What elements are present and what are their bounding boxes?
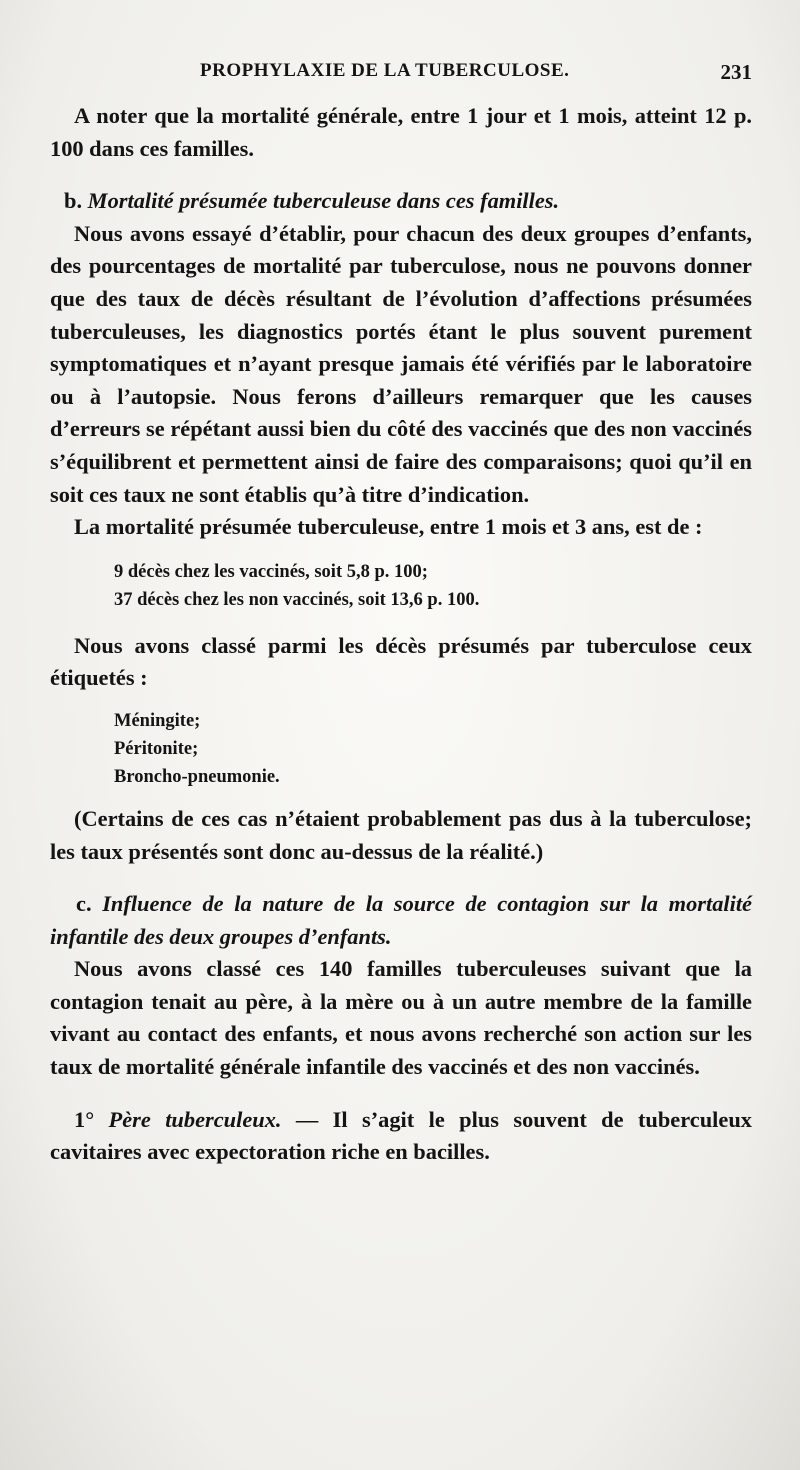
page-header: [200, 60, 760, 90]
paragraph-father-text: — Il s’agit le plus souvent de tuberculeux cavitaires avec expectoration riche en bacilles.: [50, 1106, 752, 1165]
causes-list: [114, 707, 752, 791]
page-body: [50, 100, 752, 1169]
subheading-1-label: 1°: [74, 1106, 95, 1132]
paragraph-contagion-source: Nous avons classé ces 140 familles tuberculeuses suivant que la contagion tenait au père, à la mère ou à un autre membre de la famille vivant au contact des enfants, et nous avons recherché son action sur les taux de mortalité générale infantile des vaccinés et des non vaccinés.: [50, 956, 752, 1080]
subheading-b: [50, 185, 752, 218]
paragraph-general-mortality: A noter que la mortalité générale, entre 1 jour et 1 mois, atteint 12 p. 100 dans ces familles.: [50, 103, 752, 161]
subheading-1-title: Père tuberculeux.: [108, 1106, 282, 1132]
paragraph-presumed-mortality: La mortalité présumée tuberculeuse, entre 1 mois et 3 ans, est de :: [74, 514, 703, 540]
death-counts-list: [114, 558, 752, 614]
paragraph-father: [50, 1104, 752, 1169]
page-number: 231: [720, 60, 752, 84]
subheading-b-label: b.: [64, 188, 83, 214]
list-item: Péritonite;: [114, 738, 199, 759]
list-item: 37 décès chez les non vaccinés, soit 13,6 p. 100.: [114, 589, 480, 610]
paragraph-method: Nous avons essayé d’établir, pour chacun des deux groupes d’enfants, des pourcentages de mortalité par tuberculose, nous ne pouvons donner que des taux de décès résultant de l’évolution d’affections présumées tuberculeuses, les diagnostics portés étant le plus souvent purement symptomatiques et n’ayant presque jamais été vérifiés par le laboratoire ou à l’autopsie. Nous ferons d’ailleurs remarquer que les causes d’erreurs se répétant aussi bien du côté des vaccinés que des non vaccinés s’équilibrent et permettent ainsi de faire des comparaisons; quoi qu’il en soit ces taux ne sont établis qu’à titre d’indication.: [50, 220, 752, 507]
list-item: Méningite;: [114, 710, 201, 731]
subheading-c: [50, 888, 752, 953]
subheading-b-title: Mortalité présumée tuberculeuse dans ces familles.: [87, 188, 560, 214]
list-item: 9 décès chez les vaccinés, soit 5,8 p. 100;: [114, 561, 428, 582]
running-title: PROPHYLAXIE DE LA TUBERCULOSE.: [200, 60, 570, 81]
list-item: Broncho-pneumonie.: [114, 766, 280, 787]
subheading-c-title: Influence de la nature de la source de contagion sur la mortalité infantile des deux groupes d’enfants.: [50, 891, 752, 949]
subheading-c-label: c.: [76, 891, 92, 917]
paragraph-note: (Certains de ces cas n’étaient probablement pas dus à la tuberculose; les taux présentés sont donc au-dessus de la réalité.): [50, 805, 752, 864]
paragraph-classification: Nous avons classé parmi les décès présumés par tuberculose ceux étiquetés :: [50, 632, 752, 691]
